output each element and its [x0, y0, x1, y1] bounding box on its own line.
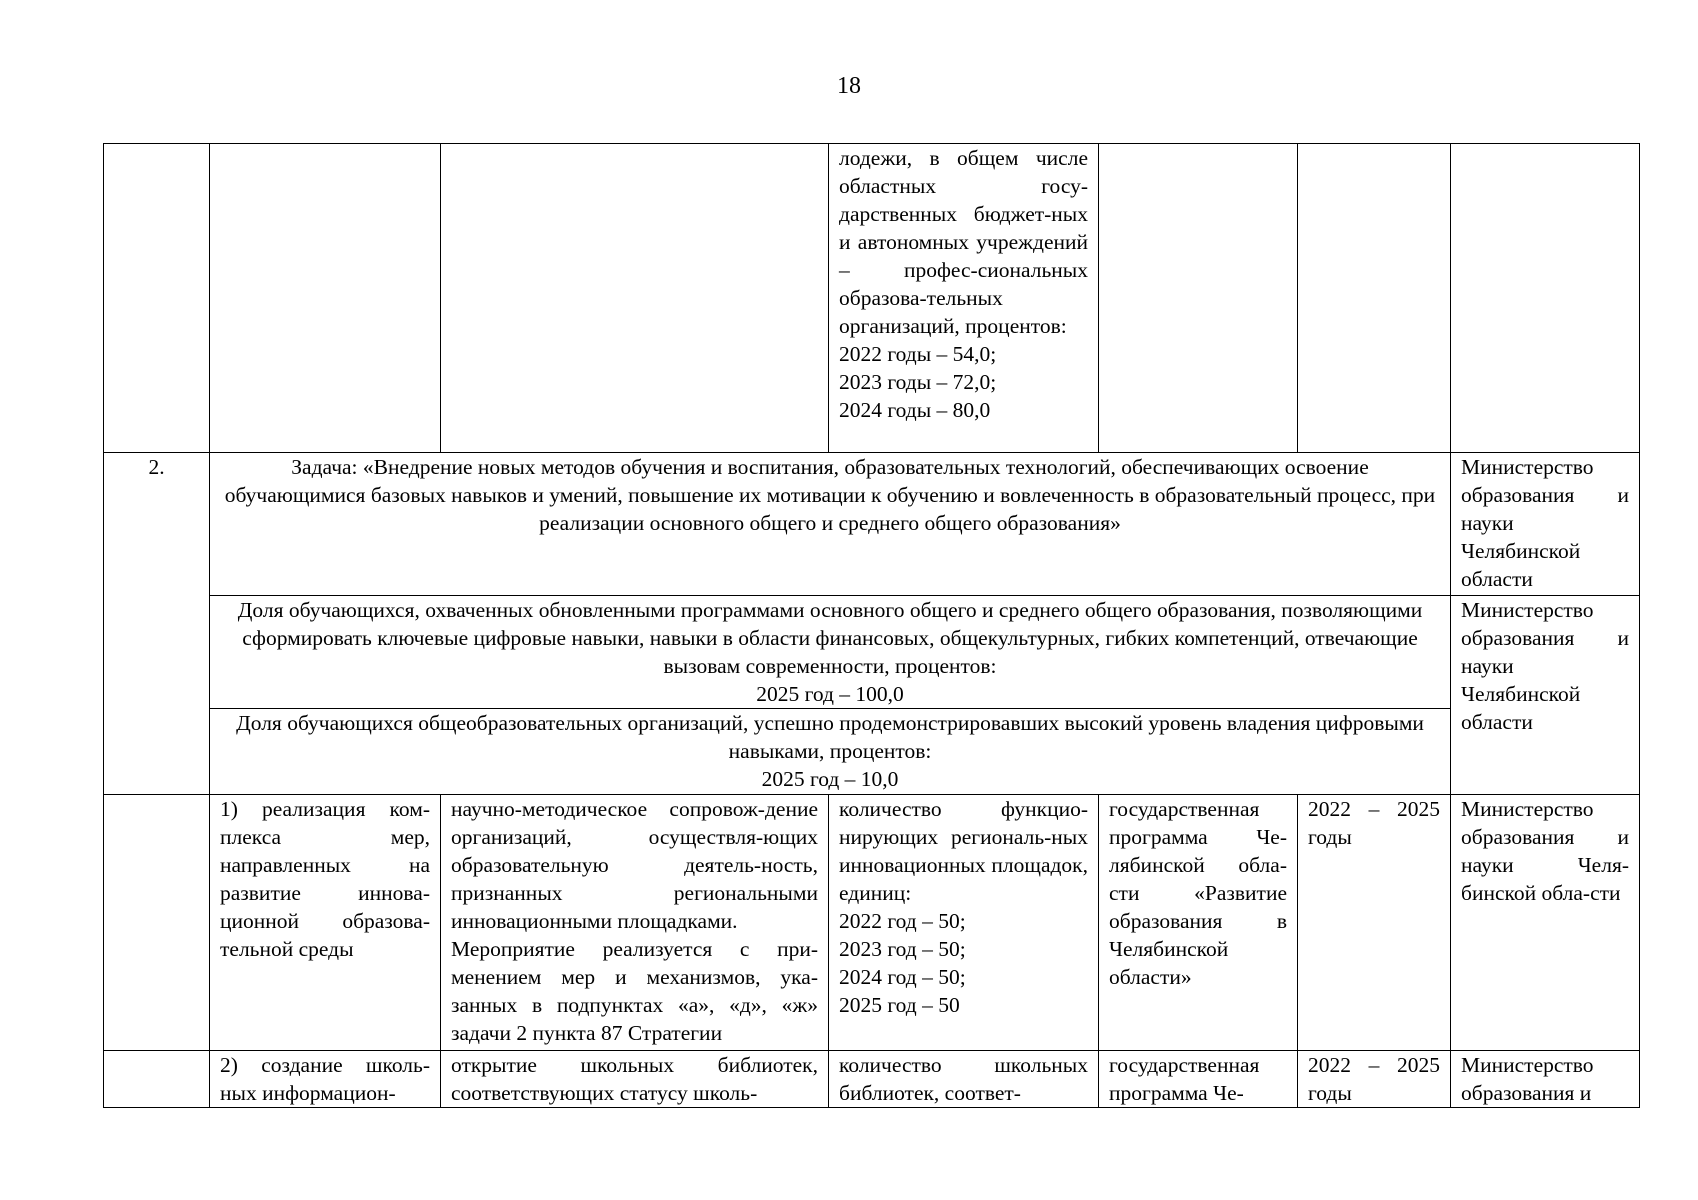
- table-row-measure: [104, 1051, 1640, 1108]
- cell-number: [104, 1051, 210, 1108]
- measures-table: [103, 143, 1640, 1108]
- cell-indicator-1: [210, 596, 1451, 709]
- indicator-1-text: Доля обучающихся, охваченных обновленными программами основного общего и среднего общего образования, позволяющими сформировать ключевые цифровые навыки, навыки в области финансовых, общекультурных, гибких компетенций, отвечающие вызовам современности, процентов:: [237, 598, 1423, 678]
- cell-task-responsible: Министерство образования и науки Челябинской области: [1451, 453, 1640, 596]
- indicator-value: 2022 год – 50;: [839, 909, 966, 933]
- cell-measure-name: [210, 144, 441, 453]
- indicator-value: 2023 год – 50;: [839, 937, 966, 961]
- cell-indicator: [829, 795, 1099, 1051]
- indicator-value: 2024 годы – 80,0: [839, 398, 991, 422]
- cell-number: [104, 795, 210, 1051]
- cell-responsible: Министерство образования и: [1451, 1051, 1640, 1108]
- table-row-indicator: [104, 596, 1640, 709]
- cell-responsible: [1451, 144, 1640, 453]
- page-number: 18: [837, 73, 861, 99]
- table-row-continuation: [104, 144, 1640, 453]
- cell-measure-name: 1) реализация ком-плекса мер, направленных на развитие иннова-ционной образова-тельной среды: [210, 795, 441, 1051]
- cell-program: государственная программа Че-лябинской обла-сти «Развитие образования в Челябинской области»: [1099, 795, 1298, 1051]
- indicator-text: лодежи, в общем числе областных госу-дарственных бюджет-ных и автономных учреждений – профес-сиональных образова-тельных организаций, процентов:: [839, 146, 1088, 338]
- table-row-task: [104, 453, 1640, 596]
- table-row-indicator: [104, 709, 1640, 795]
- cell-number: [104, 144, 210, 453]
- cell-responsible: Министерство образования и науки Челя-бинской обла-сти: [1451, 795, 1640, 1051]
- indicator-1-value: 2025 год – 100,0: [756, 682, 904, 706]
- indicator-value: 2023 годы – 72,0;: [839, 370, 997, 394]
- indicator-value: 2025 год – 50: [839, 993, 960, 1017]
- measure-content-text: научно-методическое сопровож-дение организаций, осуществля-ющих образовательную деятель-ность, признанных региональными инновационными площадками.: [451, 797, 818, 933]
- cell-program: [1099, 144, 1298, 453]
- indicator-2-text: Доля обучающихся общеобразовательных организаций, успешно продемонстрировавших высокий уровень владения цифровыми навыками, процентов:: [236, 711, 1424, 763]
- cell-measure-content: [441, 144, 829, 453]
- cell-measure-content: [441, 795, 829, 1051]
- indicator-2-value: 2025 год – 10,0: [761, 767, 899, 791]
- measure-content-note: Мероприятие реализуется с при-менением мер и механизмов, ука-занных в подпунктах «а», «д», «ж» задачи 2 пункта 87 Стратегии: [451, 937, 818, 1045]
- cell-task-number: 2.: [104, 453, 210, 795]
- cell-indicator: [829, 144, 1099, 453]
- cell-indicator-2: [210, 709, 1451, 795]
- cell-measure-content: открытие школьных библиотек, соответствующих статусу школь-: [441, 1051, 829, 1108]
- indicator-text: количество функцио-нирующих региональ-ных инновационных площадок, единиц:: [839, 797, 1088, 905]
- cell-period: [1298, 144, 1451, 453]
- indicator-value: 2022 годы – 54,0;: [839, 342, 997, 366]
- cell-period: 2022 – 2025 годы: [1298, 795, 1451, 1051]
- cell-period: 2022 – 2025 годы: [1298, 1051, 1451, 1108]
- indicator-value: 2024 год – 50;: [839, 965, 966, 989]
- cell-program: государственная программа Че-: [1099, 1051, 1298, 1108]
- cell-measure-name: 2) создание школь-ных информацион-: [210, 1051, 441, 1108]
- cell-task-text: Задача: «Внедрение новых методов обучения и воспитания, образовательных технологий, обеспечивающих освоение обучающимися базовых навыков и умений, повышение их мотивации к обучению и вовлеченность в образовательный процесс, при реализации основного общего и среднего общего образования»: [210, 453, 1451, 596]
- table-row-measure: [104, 795, 1640, 1051]
- cell-indicator: количество школьных библиотек, соответ-: [829, 1051, 1099, 1108]
- cell-indicator-responsible: Министерство образования и науки Челябинской области: [1451, 596, 1640, 795]
